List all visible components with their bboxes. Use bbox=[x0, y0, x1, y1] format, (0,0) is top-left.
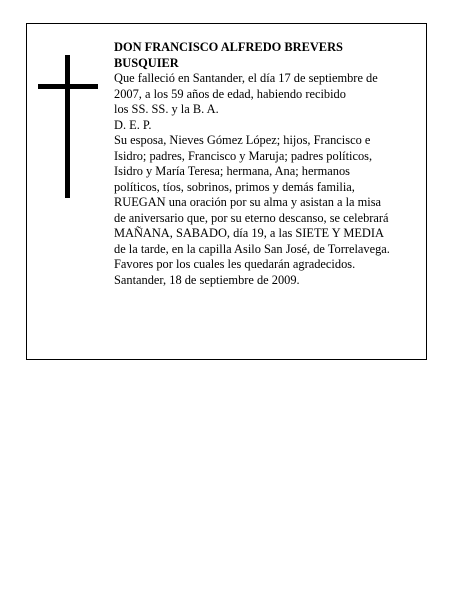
notice-text bbox=[114, 40, 420, 288]
cross-icon bbox=[38, 55, 98, 198]
notice-body-line-14: Santander, 18 de septiembre de 2009. bbox=[114, 272, 300, 287]
cross-vertical-bar bbox=[65, 55, 70, 198]
notice-body-line-5: Su esposa, Nieves Gómez López; hijos, Francisco e bbox=[114, 133, 371, 147]
cross-horizontal-bar bbox=[38, 84, 98, 89]
notice-body-line-9: RUEGAN una oración por su alma y asistan a la misa bbox=[114, 195, 382, 209]
notice-body-line-3: los SS. SS. y la B. A. bbox=[114, 102, 219, 116]
notice-body-line-6: Isidro; padres, Francisco y Maruja; padres políticos, bbox=[114, 148, 373, 163]
notice-body-line-4: D. E. P. bbox=[114, 117, 152, 132]
notice-body-line-10: de aniversario que, por su eterno descanso, se celebrará bbox=[114, 210, 389, 225]
deceased-name-line-1: DON FRANCISCO ALFREDO BREVERS bbox=[114, 40, 343, 54]
notice-body-line-13: Favores por los cuales les quedarán agradecidos. bbox=[114, 257, 356, 271]
notice-body-line-11: MAÑANA, SABADO, día 19, a las SIETE Y MEDIA bbox=[114, 226, 384, 240]
notice-body-line-8: políticos, tíos, sobrinos, primos y demás familia, bbox=[114, 179, 355, 194]
notice-body-line-7: Isidro y María Teresa; hermana, Ana; hermanos bbox=[114, 164, 350, 178]
obituary-notice bbox=[26, 23, 427, 360]
notice-body-line-1: Que falleció en Santander, el día 17 de septiembre de bbox=[114, 71, 378, 85]
deceased-name-line-2: BUSQUIER bbox=[114, 55, 179, 70]
notice-body-line-12: de la tarde, en la capilla Asilo San José, de Torrelavega. bbox=[114, 241, 390, 256]
notice-body-line-2: 2007, a los 59 años de edad, habiendo recibido bbox=[114, 86, 346, 101]
